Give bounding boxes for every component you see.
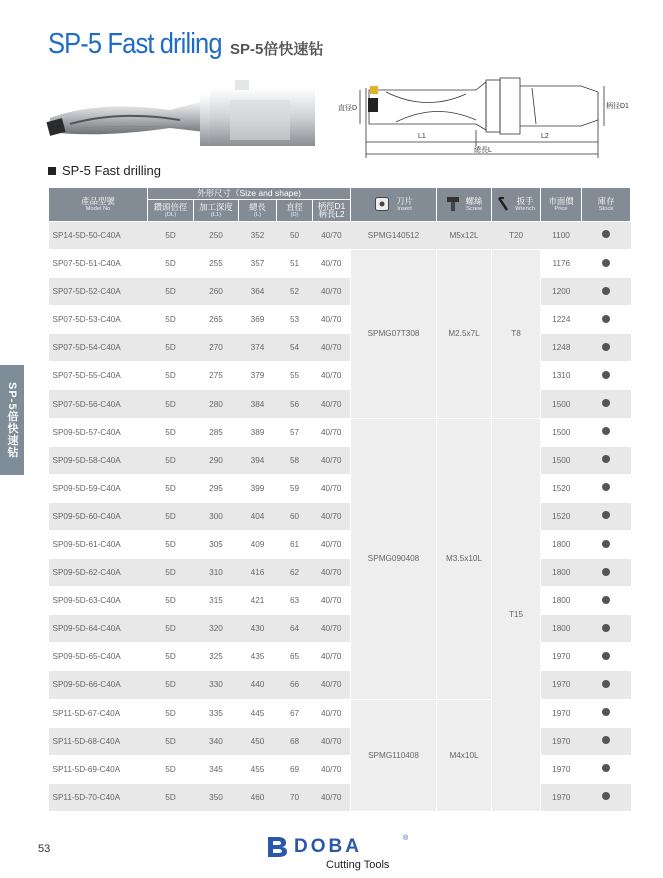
cell-l1: 305 xyxy=(194,530,239,558)
stock-dot-icon xyxy=(602,315,610,323)
cell-l1: 325 xyxy=(194,643,239,671)
cell-l: 379 xyxy=(239,362,277,390)
cell-stock xyxy=(582,306,631,334)
header-screw: 螺絲 Screw xyxy=(437,188,492,222)
header-size-group: 外形尺寸（Size and shape) xyxy=(148,188,351,200)
cell-d1l2: 40/70 xyxy=(313,306,351,334)
cell-wrench: T8 xyxy=(492,250,541,419)
stock-dot-icon xyxy=(602,596,610,604)
cell-price: 1970 xyxy=(541,755,582,783)
cell-l1: 330 xyxy=(194,671,239,699)
table-row xyxy=(49,559,631,587)
table-row xyxy=(49,334,631,362)
cell-price: 1310 xyxy=(541,362,582,390)
brand-registered-mark: ® xyxy=(403,835,409,842)
cell-d1l2: 40/70 xyxy=(313,727,351,755)
cell-dl: 5D xyxy=(148,530,194,558)
cell-d1l2: 40/70 xyxy=(313,334,351,362)
cell-stock xyxy=(582,362,631,390)
cell-dl: 5D xyxy=(148,587,194,615)
cell-d: 52 xyxy=(277,278,313,306)
cell-stock xyxy=(582,727,631,755)
header-wrench: 扳手 Wrench xyxy=(492,188,541,222)
header-model: 產品型號 Model No xyxy=(49,188,148,222)
cell-stock xyxy=(582,221,631,249)
cell-d1l2: 40/70 xyxy=(313,502,351,530)
cell-price: 1248 xyxy=(541,334,582,362)
table-row xyxy=(49,306,631,334)
cell-d: 60 xyxy=(277,502,313,530)
drill-dimension-diagram xyxy=(336,72,629,162)
cell-price: 1970 xyxy=(541,727,582,755)
brand-mark-icon xyxy=(266,835,290,859)
cell-dl: 5D xyxy=(148,221,194,249)
cell-dl: 5D xyxy=(148,559,194,587)
cell-d1l2: 40/70 xyxy=(313,559,351,587)
cell-price: 1800 xyxy=(541,615,582,643)
cell-model: SP09-5D-65-C40A xyxy=(49,643,148,671)
cell-price: 1970 xyxy=(541,643,582,671)
cell-l1: 275 xyxy=(194,362,239,390)
cell-dl: 5D xyxy=(148,446,194,474)
cell-d1l2: 40/70 xyxy=(313,474,351,502)
cell-l: 389 xyxy=(239,418,277,446)
cell-d1l2: 40/70 xyxy=(313,221,351,249)
cell-l: 440 xyxy=(239,671,277,699)
page-title: SP-5 Fast driling xyxy=(48,28,222,60)
cell-dl: 5D xyxy=(148,643,194,671)
cell-d: 53 xyxy=(277,306,313,334)
cell-dl: 5D xyxy=(148,390,194,418)
stock-dot-icon xyxy=(602,764,610,772)
cell-dl: 5D xyxy=(148,362,194,390)
cell-dl: 5D xyxy=(148,727,194,755)
cell-price: 1520 xyxy=(541,474,582,502)
cell-insert: SPMG140512 xyxy=(351,221,437,249)
cell-l: 409 xyxy=(239,530,277,558)
cell-model: SP07-5D-51-C40A xyxy=(49,250,148,278)
stock-dot-icon xyxy=(602,708,610,716)
table-row xyxy=(49,530,631,558)
page-title-block xyxy=(48,28,324,61)
page-number: 53 xyxy=(38,843,51,855)
cell-insert: SPMG07T308 xyxy=(351,250,437,419)
cell-l: 394 xyxy=(239,446,277,474)
cell-dl: 5D xyxy=(148,615,194,643)
table-row xyxy=(49,587,631,615)
cell-stock xyxy=(582,502,631,530)
cell-price: 1500 xyxy=(541,418,582,446)
cell-stock xyxy=(582,587,631,615)
header-insert: 刀片 Insert xyxy=(351,188,437,222)
cell-dl: 5D xyxy=(148,418,194,446)
cell-stock xyxy=(582,671,631,699)
cell-l1: 280 xyxy=(194,390,239,418)
cell-model: SP09-5D-58-C40A xyxy=(49,446,148,474)
cell-price: 1500 xyxy=(541,446,582,474)
cell-d1l2: 40/70 xyxy=(313,418,351,446)
cell-stock xyxy=(582,755,631,783)
cell-l1: 310 xyxy=(194,559,239,587)
cell-l: 435 xyxy=(239,643,277,671)
cell-screw: M3.5x10L xyxy=(437,418,492,699)
cell-price: 1970 xyxy=(541,699,582,727)
cell-l1: 290 xyxy=(194,446,239,474)
cell-d: 54 xyxy=(277,334,313,362)
drill-product-image xyxy=(40,80,320,150)
stock-dot-icon xyxy=(602,343,610,351)
table-row xyxy=(49,418,631,446)
screw-icon xyxy=(446,196,460,212)
cell-screw: M2.5x7L xyxy=(437,250,492,419)
table-row xyxy=(49,615,631,643)
cell-stock xyxy=(582,418,631,446)
cell-stock xyxy=(582,530,631,558)
cell-l1: 285 xyxy=(194,418,239,446)
cell-price: 1176 xyxy=(541,250,582,278)
table-row xyxy=(49,446,631,474)
cell-screw: M4x10L xyxy=(437,699,492,811)
table-row xyxy=(49,250,631,278)
cell-d: 55 xyxy=(277,362,313,390)
cell-l1: 340 xyxy=(194,727,239,755)
cell-dl: 5D xyxy=(148,699,194,727)
cell-dl: 5D xyxy=(148,334,194,362)
cell-d1l2: 40/70 xyxy=(313,671,351,699)
cell-d1l2: 40/70 xyxy=(313,446,351,474)
stock-dot-icon xyxy=(602,680,610,688)
cell-model: SP09-5D-59-C40A xyxy=(49,474,148,502)
table-row xyxy=(49,502,631,530)
stock-dot-icon xyxy=(602,568,610,576)
cell-d1l2: 40/70 xyxy=(313,615,351,643)
cell-d: 63 xyxy=(277,587,313,615)
cell-model: SP07-5D-55-C40A xyxy=(49,362,148,390)
cell-price: 1800 xyxy=(541,530,582,558)
cell-l1: 270 xyxy=(194,334,239,362)
stock-dot-icon xyxy=(602,427,610,435)
cell-d: 57 xyxy=(277,418,313,446)
cell-l1: 315 xyxy=(194,587,239,615)
cell-l1: 265 xyxy=(194,306,239,334)
cell-l: 430 xyxy=(239,615,277,643)
cell-d1l2: 40/70 xyxy=(313,755,351,783)
side-category-tab xyxy=(0,365,24,475)
cell-l: 374 xyxy=(239,334,277,362)
cell-price: 1224 xyxy=(541,306,582,334)
cell-d: 70 xyxy=(277,783,313,811)
cell-stock xyxy=(582,446,631,474)
stock-dot-icon xyxy=(602,624,610,632)
cell-l: 352 xyxy=(239,221,277,249)
cell-model: SP14-5D-50-C40A xyxy=(49,221,148,249)
cell-l: 445 xyxy=(239,699,277,727)
cell-model: SP09-5D-57-C40A xyxy=(49,418,148,446)
cell-wrench: T15 xyxy=(492,418,541,811)
cell-d: 65 xyxy=(277,643,313,671)
section-heading xyxy=(48,163,161,178)
cell-model: SP07-5D-54-C40A xyxy=(49,334,148,362)
cell-d1l2: 40/70 xyxy=(313,643,351,671)
stock-dot-icon xyxy=(602,259,610,267)
stock-dot-icon xyxy=(602,511,610,519)
cell-d1l2: 40/70 xyxy=(313,530,351,558)
cell-dl: 5D xyxy=(148,783,194,811)
table-row xyxy=(49,727,631,755)
cell-d: 67 xyxy=(277,699,313,727)
cell-price: 1500 xyxy=(541,390,582,418)
cell-l1: 350 xyxy=(194,783,239,811)
cell-l: 364 xyxy=(239,278,277,306)
cell-l: 399 xyxy=(239,474,277,502)
cell-d: 68 xyxy=(277,727,313,755)
spec-table xyxy=(48,187,631,812)
cell-l: 460 xyxy=(239,783,277,811)
cell-model: SP09-5D-63-C40A xyxy=(49,587,148,615)
stock-dot-icon xyxy=(602,483,610,491)
diagram-label-d: 直径D xyxy=(338,105,358,112)
cell-d: 56 xyxy=(277,390,313,418)
cell-l1: 260 xyxy=(194,278,239,306)
cell-d1l2: 40/70 xyxy=(313,390,351,418)
cell-screw: M5x12L xyxy=(437,221,492,249)
cell-stock xyxy=(582,559,631,587)
diagram-label-l1: L1 xyxy=(418,133,426,140)
cell-d1l2: 40/70 xyxy=(313,362,351,390)
cell-stock xyxy=(582,783,631,811)
stock-dot-icon xyxy=(602,792,610,800)
cell-model: SP09-5D-61-C40A xyxy=(49,530,148,558)
wrench-icon xyxy=(497,196,509,212)
header-price: 市面價 Price xyxy=(541,188,582,222)
cell-l: 369 xyxy=(239,306,277,334)
cell-l1: 250 xyxy=(194,221,239,249)
cell-stock xyxy=(582,250,631,278)
cell-stock xyxy=(582,474,631,502)
cell-price: 1200 xyxy=(541,278,582,306)
cell-model: SP07-5D-52-C40A xyxy=(49,278,148,306)
cell-d1l2: 40/70 xyxy=(313,699,351,727)
cell-stock xyxy=(582,334,631,362)
cell-dl: 5D xyxy=(148,755,194,783)
stock-dot-icon xyxy=(602,287,610,295)
brand-logo xyxy=(266,835,416,875)
cell-model: SP11-5D-69-C40A xyxy=(49,755,148,783)
cell-l: 404 xyxy=(239,502,277,530)
cell-price: 1970 xyxy=(541,783,582,811)
cell-l1: 335 xyxy=(194,699,239,727)
cell-l1: 295 xyxy=(194,474,239,502)
cell-l: 416 xyxy=(239,559,277,587)
cell-insert: SPMG110408 xyxy=(351,699,437,811)
cell-l1: 320 xyxy=(194,615,239,643)
cell-d1l2: 40/70 xyxy=(313,783,351,811)
table-row xyxy=(49,699,631,727)
cell-l1: 345 xyxy=(194,755,239,783)
cell-model: SP11-5D-67-C40A xyxy=(49,699,148,727)
cell-model: SP11-5D-70-C40A xyxy=(49,783,148,811)
cell-d: 64 xyxy=(277,615,313,643)
cell-model: SP09-5D-66-C40A xyxy=(49,671,148,699)
cell-d: 62 xyxy=(277,559,313,587)
cell-model: SP07-5D-53-C40A xyxy=(49,306,148,334)
cell-insert: SPMG090408 xyxy=(351,418,437,699)
cell-price: 1800 xyxy=(541,559,582,587)
cell-dl: 5D xyxy=(148,306,194,334)
cell-l: 455 xyxy=(239,755,277,783)
cell-l1: 255 xyxy=(194,250,239,278)
cell-stock xyxy=(582,643,631,671)
cell-price: 1970 xyxy=(541,671,582,699)
table-row xyxy=(49,783,631,811)
cell-price: 1520 xyxy=(541,502,582,530)
page-subtitle: SP-5倍快速钻 xyxy=(230,41,324,58)
cell-d: 69 xyxy=(277,755,313,783)
cell-l: 384 xyxy=(239,390,277,418)
stock-dot-icon xyxy=(602,399,610,407)
brand-tagline: Cutting Tools xyxy=(326,859,390,871)
section-heading-text: SP-5 Fast drilling xyxy=(62,163,161,178)
cell-model: SP07-5D-56-C40A xyxy=(49,390,148,418)
cell-l: 450 xyxy=(239,727,277,755)
diagram-label-l: 總長L xyxy=(474,147,492,154)
stock-dot-icon xyxy=(602,540,610,548)
table-row xyxy=(49,474,631,502)
table-row xyxy=(49,221,631,249)
brand-name: DOBA xyxy=(294,836,362,857)
stock-dot-icon xyxy=(602,455,610,463)
stock-dot-icon xyxy=(602,736,610,744)
diagram-label-l2: L2 xyxy=(541,133,549,140)
cell-d: 61 xyxy=(277,530,313,558)
table-row xyxy=(49,278,631,306)
cell-stock xyxy=(582,615,631,643)
table-row xyxy=(49,671,631,699)
table-row xyxy=(49,755,631,783)
header-l1: 加工深度 (L1) xyxy=(194,199,239,221)
bullet-square-icon xyxy=(48,167,56,175)
stock-dot-icon xyxy=(602,371,610,379)
header-d1-l2: 柄徑D1 柄長L2 xyxy=(313,199,351,221)
table-row xyxy=(49,643,631,671)
cell-d: 58 xyxy=(277,446,313,474)
cell-d: 51 xyxy=(277,250,313,278)
cell-dl: 5D xyxy=(148,671,194,699)
stock-dot-icon xyxy=(602,652,610,660)
cell-price: 1800 xyxy=(541,587,582,615)
diagram-label-d1: 柄径D1 xyxy=(606,103,629,110)
cell-dl: 5D xyxy=(148,278,194,306)
cell-d: 59 xyxy=(277,474,313,502)
cell-stock xyxy=(582,278,631,306)
cell-model: SP09-5D-60-C40A xyxy=(49,502,148,530)
header-d: 直徑 (D) xyxy=(277,199,313,221)
cell-d: 66 xyxy=(277,671,313,699)
table-row xyxy=(49,390,631,418)
header-dl: 鑽頭倍徑 (DL) xyxy=(148,199,194,221)
header-l: 總長 (L) xyxy=(239,199,277,221)
insert-icon xyxy=(374,196,390,212)
table-row xyxy=(49,362,631,390)
cell-model: SP09-5D-64-C40A xyxy=(49,615,148,643)
cell-model: SP11-5D-68-C40A xyxy=(49,727,148,755)
cell-d1l2: 40/70 xyxy=(313,587,351,615)
cell-model: SP09-5D-62-C40A xyxy=(49,559,148,587)
cell-dl: 5D xyxy=(148,250,194,278)
cell-stock xyxy=(582,390,631,418)
cell-wrench: T20 xyxy=(492,221,541,249)
cell-l: 421 xyxy=(239,587,277,615)
cell-d1l2: 40/70 xyxy=(313,278,351,306)
cell-l: 357 xyxy=(239,250,277,278)
cell-dl: 5D xyxy=(148,474,194,502)
header-stock: 庫存 Stock xyxy=(582,188,631,222)
cell-d1l2: 40/70 xyxy=(313,250,351,278)
cell-price: 1100 xyxy=(541,221,582,249)
cell-d: 50 xyxy=(277,221,313,249)
cell-l1: 300 xyxy=(194,502,239,530)
stock-dot-icon xyxy=(602,230,610,238)
side-tab-label: SP-5倍快速钻 xyxy=(6,381,18,459)
cell-dl: 5D xyxy=(148,502,194,530)
cell-stock xyxy=(582,699,631,727)
